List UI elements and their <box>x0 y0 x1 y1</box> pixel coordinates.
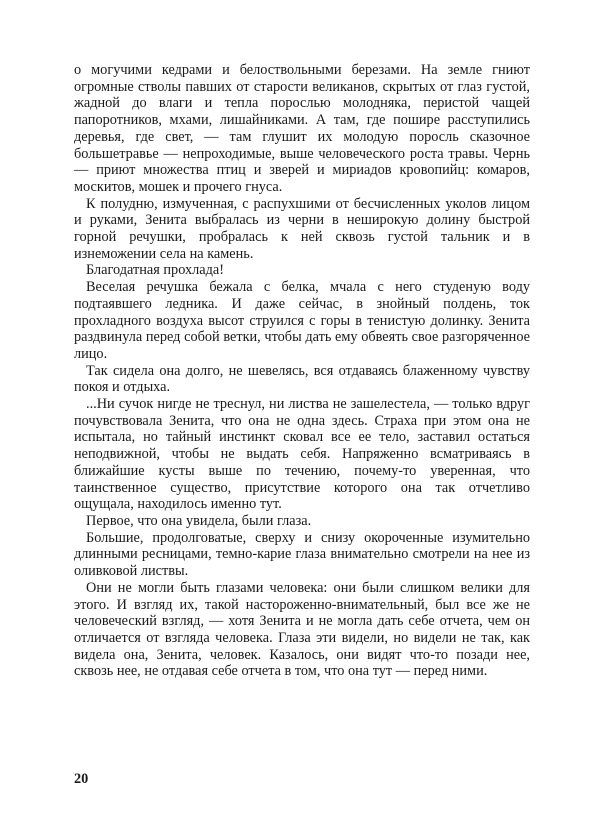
paragraph-6: ...Ни сучок нигде не треснул, ни листва не зашелестела, — только вдруг почувствовала Зенита, что она не одна здесь. Страха при этом она не испытала, но тайный инстинкт сковал все ее тело, заставил остаться неподвижной, чтобы не выдать себя. Напряженно всматриваясь в ближайшие кусты выше по течению, почему-то уверенная, что таинственное существо, присутствие которого она так отчетливо ощущала, находилось именно тут. <box>74 396 530 513</box>
paragraph-8: Большие, продолговатые, сверху и снизу окороченные изумительно длинными ресницами, темно-карие глаза внимательно смотрели на нее из оливковой листвы. <box>74 529 530 580</box>
paragraph-3: Благодатная прохлада! <box>86 262 224 279</box>
paragraph-2: К полудню, измученная, с распухшими от бесчисленных уколов лицом и руками, Зенита выбралась из черни в неширокую долину быстрой горной речушки, пробралась к ней сквозь густой тальник и в изнеможении села на камень. <box>74 195 530 262</box>
paragraph-5: Так сидела она долго, не шевелясь, вся отдаваясь блаженному чувству покоя и отдыха. <box>74 362 530 396</box>
paragraph-9: Они не могли быть глазами человека: они были слишком велики для этого. И взгляд их, такой настороженно-внимательный, был все же не человеческий взгляд, — хотя Зенита и не могла дать себе отчета, чем он отличается от взгляда человека. Глаза эти видели, но видели не так, как видела она, Зенита, человек. Казалось, они видят что-то позади нее, сквозь нее, не отдавая себе отчета в том, что она тут — перед ними. <box>74 579 530 680</box>
paragraph-4: Веселая речушка бежала с белка, мчала с него студеную воду подтаявшего ледника. И даже сейчас, в знойный полдень, ток прохладного воздуха высот струился с горы в тенистую долинку. Зенита раздвинула перед собой ветки, чтобы дать ему обвеять свое разгоряченное лицо. <box>74 279 530 362</box>
page-number: 20 <box>74 771 89 787</box>
paragraph-7: Первое, что она увидела, были глаза. <box>86 512 312 529</box>
paragraph-1: о могучими кедрами и белоствольными березами. На земле гниют огромные стволы павших от старости великанов, скрытых от глаз густой, жадной до влаги и тепла порослью молодняка, перистой чащей папоротников, мхами, лишайниками. А там, где пошире расступились деревья, где свет, — там глушит их молодую поросль сказочное большетравье — непроходимые, выше человеческого роста травы. Чернь — приют множества птиц и зверей и мириадов кровопийц: комаров, москитов, мошек и прочего гнуса. <box>74 62 530 195</box>
body-text <box>74 62 530 680</box>
